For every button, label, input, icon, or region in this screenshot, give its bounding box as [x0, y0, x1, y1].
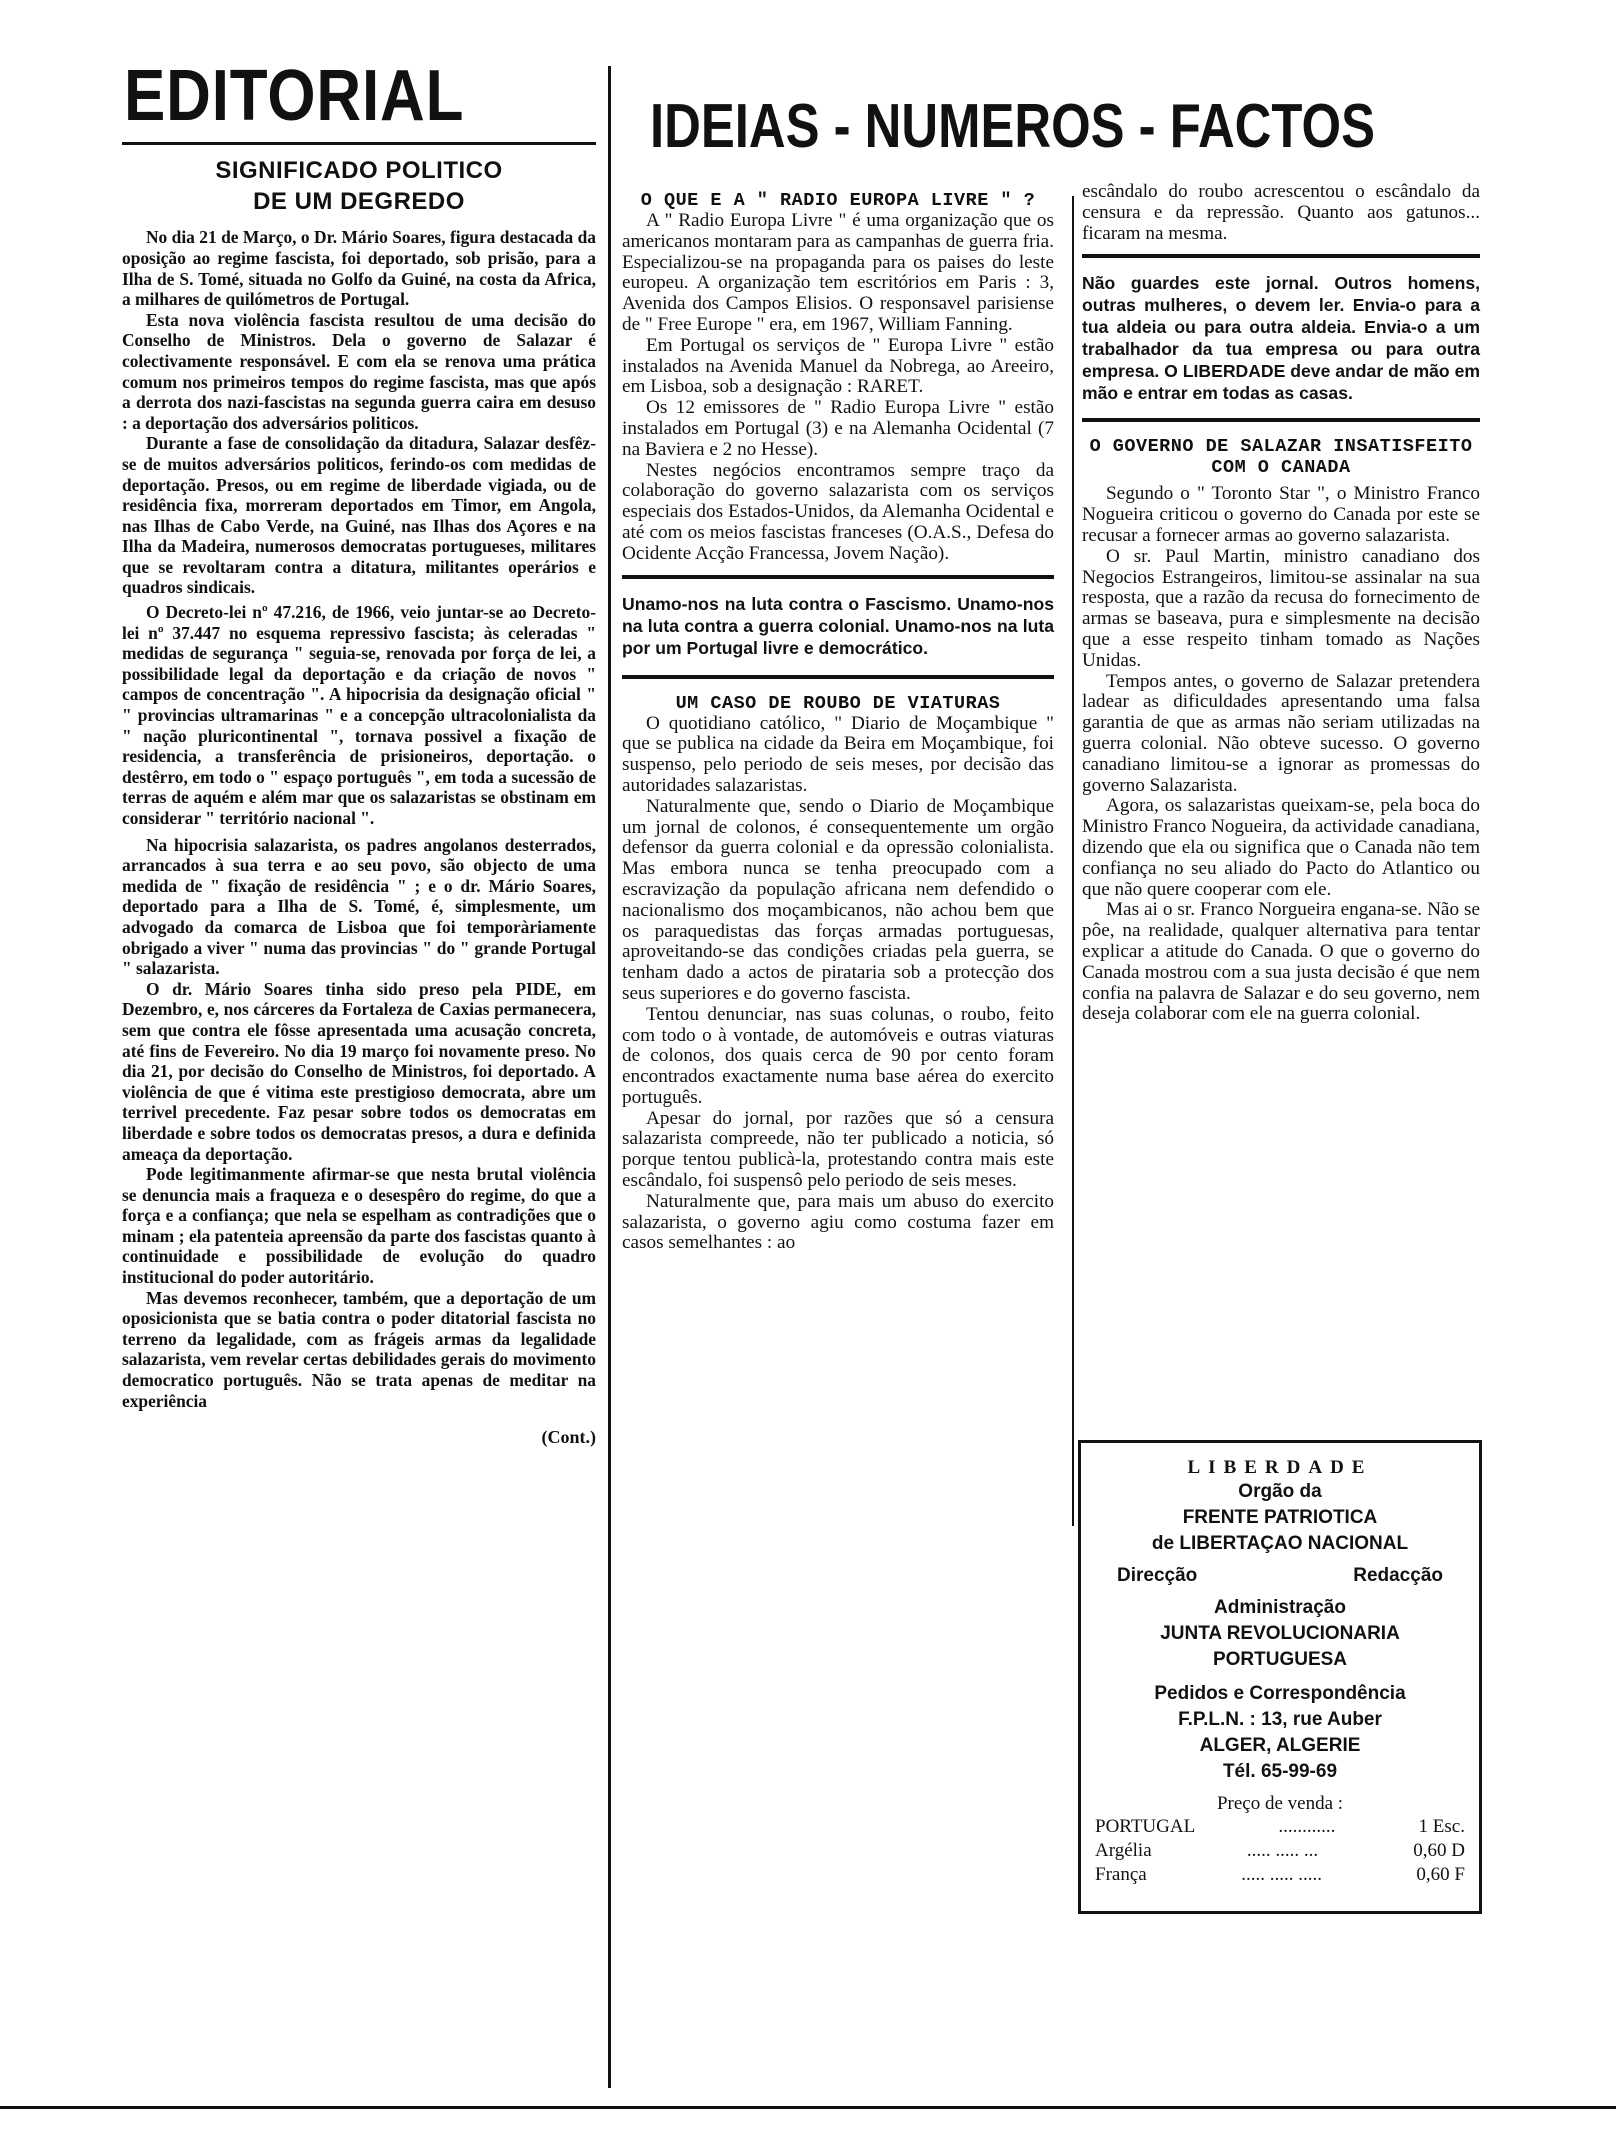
editorial-subtitle-line2: DE UM DEGREDO [253, 188, 465, 216]
price-value: 0,60 F [1416, 1864, 1465, 1885]
right-column [1082, 182, 1480, 1025]
roubo-paragraph: Apesar do jornal, por razões que só a censura salazarista compreede, não ter publicado a noticia, só porque tentou publicà-la, protestando contra mais este escândalo, foi suspensô pelo periodo de seis meses. [622, 1107, 1054, 1192]
editorial-paragraph: Durante a fase de consolidação da ditadura, Salazar desfêz-se de muitos adversários politicos, ferindo-os com medidas de deportação. Presos, ou em regime de liberdade vigiada, ou de residência fixa, morreram deportados em Timor, em Angola, nas Ilhas de Cabo Verde, na Guiné, nas Ilhas dos Açores e na Ilha da Madeira, numerosos democratas portugueses, militares que se revoltaram contra a ditatura, militantes operários e quadros sindicais. [122, 433, 596, 598]
editorial-paragraph: O Decreto-lei nº 47.216, de 1966, veio juntar-se ao Decreto-lei nº 37.447 no esquema repressivo fascista; às celeradas " medidas de segurança " seguia-se, renovada por força de lei, a possibilidade legal da deportação e da criação de novos " campos de concentração ". A hipocrisia da designação oficial " " provincias ultramarinas " e a concepção ultracolonialista da " nação pluricontinental ", tornava possivel a fixação de residencia, a transferência de prisioneiros, deportação. o destêrro, em todo o " espaço português ", em toda a sucessão de terras de aquém e além mar que os salazaristas se obstinam em considerar " território nacional ". [122, 602, 596, 828]
continued-label: (Cont.) [541, 1427, 596, 1448]
price-value: 1 Esc. [1418, 1816, 1465, 1837]
masthead-city: ALGER, ALGERIE [1199, 1735, 1361, 1756]
ideias-section-title: IDEIAS - NUMEROS - FACTOS [650, 92, 1375, 161]
governo-salazar-heading: O GOVERNO DE SALAZAR INSATISFEITO COM O CANADA [1089, 436, 1473, 479]
unamo-nos-notice: Unamo-nos na luta contra o Fascismo. Unamo-nos na luta contra a guerra colonial. Unamo-nos na luta por um Portugal livre e democrático. [622, 593, 1054, 658]
governo-paragraph: Agora, os salazaristas queixam-se, pela boca do Ministro Franco Nogueira, da actividade canadiana, dizendo que ela ou significa que o Canada não tem confiança no seu aliado do Pacto do Atlantico ou que não quere cooperar com ele. [1082, 795, 1480, 900]
price-value: 0,60 D [1413, 1840, 1465, 1861]
masthead-box [1078, 1440, 1482, 1914]
editorial-body [122, 227, 596, 1411]
masthead-address: F.P.L.N. : 13, rue Auber [1178, 1709, 1382, 1730]
masthead-libertacao: de LIBERTAÇAO NACIONAL [1151, 1533, 1409, 1554]
governo-paragraph: Segundo o " Toronto Star ", o Ministro Franco Nogueira criticou o governo do Canada por este se recusar a fornecer armas ao governo salazarista. [1082, 483, 1480, 546]
price-country: PORTUGAL [1095, 1816, 1196, 1837]
roubo-paragraph: Naturalmente que, para mais um abuso do exercito salazarista, o governo agiu como costuma fazer em casos semelhantes : ao [622, 1190, 1054, 1254]
roubo-viaturas-heading: UM CASO DE ROUBO DE VIATURAS [675, 692, 1001, 714]
masthead-administracao: Administração [1214, 1597, 1346, 1618]
editorial-paragraph: No dia 21 de Março, o Dr. Mário Soares, figura destacada da oposição ao regime fascista, foi deportado, sob prisão, para a Ilha de S. Tomé, situada no Golfo da Guiné, na costa da Africa, a milhares de quilómetros de Portugal. [122, 227, 596, 310]
editorial-title-rule [122, 142, 596, 145]
masthead-redaccao: Redacção [1353, 1565, 1443, 1586]
section-rule [622, 575, 1054, 579]
editorial-column [122, 56, 596, 1448]
masthead-junta-line2: PORTUGUESA [1212, 1649, 1348, 1670]
masthead-junta-line1: JUNTA REVOLUCIONARIA [1160, 1623, 1400, 1644]
nao-guardes-notice: Não guardes este jornal. Outros homens, outras mulheres, o devem ler. Envia-o para a tua aldeia ou para outra aldeia. Envia-o a um trabalhador da tua empresa ou para outra empresa. O LIBERDADE deve andar de mão em mão e entrar em todas as casas. [1082, 273, 1480, 404]
governo-salazar-body [1082, 484, 1480, 1025]
radio-europa-heading: O QUE E A " RADIO EUROPA LIVRE " ? [640, 190, 1036, 211]
price-row [1095, 1839, 1465, 1863]
radio-paragraph: A " Radio Europa Livre " é uma organização que os americanos montaram para as campanhas de guerra fria. Especializou-se na propaganda para os paises do leste europeu. A organização tem escritórios em Paris : 3, Avenida dos Campos Elisios. O responsavel parisiense de " Free Europe " era, em 1967, William Fanning. [622, 210, 1054, 335]
masthead-direccao: Direcção [1117, 1565, 1198, 1586]
masthead-frente: FRENTE PATRIOTICA [1182, 1507, 1378, 1528]
price-country: França [1095, 1864, 1147, 1885]
editorial-paragraph: Mas devemos reconhecer, também, que a deportação de um oposicionista que se batia contra o poder ditatorial fascista no terreno da legalidade, com as frágeis armas da legalidade salazarista, vem revelar certas debilidades gerais do movimento democratico português. Não se trata apenas de meditar na experiência [122, 1287, 596, 1411]
column-divider [608, 66, 611, 2088]
radio-paragraph: Os 12 emissores de " Radio Europa Livre " estão instalados em Portugal (3) e na Alemanha Ocidental (7 na Baviera e 2 no Hesse). [622, 397, 1054, 460]
roubo-paragraph: Tentou denunciar, nas suas colunas, o roubo, feito com todo o à vontade, de automóveis e outras viaturas de colonos, dos quais cerca de 90 por cento foram encontrados exactamente numa base aérea do exercito português. [622, 1003, 1054, 1108]
roubo-paragraph: Naturalmente que, sendo o Diario de Moçambique um jornal de colonos, é consequentemente um orgão defensor da guerra colonial e da opressão colonialista. Mas embora nunca se tenha preocupado com a escravização da população africana nem defendido o nacionalismo dos moçambicanos, não achou bem que os paraquedistas das forças armadas portuguesas, aproveitando-se das condições criadas pela guerra, se tenham dado a actos de pirataria sob a protecção dos seus superiores e do governo fascista. [622, 795, 1054, 1004]
price-dots: ..... ..... ..... [1241, 1864, 1322, 1885]
governo-paragraph: Tempos antes, o governo de Salazar pretendera ladear as dificuldades apresentando uma falsa garantia de que as armas não seriam utilizadas na guerra colonial. Não obteve sucesso. O governo canadiano limitou-se a ignorar as promessas do governo Salazarista. [1082, 670, 1480, 796]
roubo-continuation: escândalo do roubo acrescentou o escândalo da censura e da repressão. Quanto aos gatunos... ficaram na mesma. [1082, 181, 1480, 244]
editorial-subtitle-line1: SIGNIFICADO POLITICO [215, 157, 503, 184]
editorial-paragraph: O dr. Mário Soares tinha sido preso pela PIDE, em Dezembro, e, nos cárceres da Fortaleza de Caxias permanecera, sem que contra ele fôsse apresentada uma acusação concreta, até fins de Fevereiro. No dia 19 março foi novamente preso. No dia 21, por decisão do Conselho de Ministros, foi deportado. A violência de que é vitima este prestigioso democrata, abre um terrivel precedente. Faz pesar sobre todos os democratas em liberdade e sobre todos os democratas presos, a dura e definida ameaça da deportação. [122, 978, 596, 1164]
radio-paragraph: Em Portugal os serviços de " Europa Livre " estão instalados na Avenida Manuel da Nobrega, ao Areeiro, em Lisboa, sob a designação : RARET. [622, 334, 1054, 398]
section-rule [622, 675, 1054, 679]
governo-paragraph: O sr. Paul Martin, ministro canadiano dos Negocios Estrangeiros, limitou-se assinalar na sua resposta, que a razão da recusa do fornecimento de armas se baseava, pura e simplesmente na decisão que a esse respeito tinham tomado as Nações Unidas. [1082, 545, 1480, 671]
masthead-pedidos: Pedidos e Correspondência [1154, 1683, 1406, 1704]
masthead-orgao: Orgão da [1238, 1481, 1322, 1502]
price-row [1095, 1815, 1465, 1839]
section-rule [1082, 254, 1480, 258]
governo-paragraph: Mas ai o sr. Franco Norgueira engana-se. Não se pôe, na realidade, qualquer alternativa para tentar explicar a atitude do Canada. O que o governo do Canada mostrou com a sua justa decisão é que nem confia na palavra de Salazar e do seu governo, nem deseja colaborar com ele na guerra colonial. [1082, 899, 1480, 1025]
editorial-paragraph: Na hipocrisia salazarista, os padres angolanos desterrados, arrancados à sua terra e ao seu povo, são objecto de uma medida de " fixação de residência " ; e o dr. Mário Soares, deportado para a Ilha de S. Tomé, é, simplesmente, um advogado da comarca de Lisboa que foi temporàriamente obrigado a viver " numa das provincias " do " grande Portugal " salazarista. [122, 834, 596, 979]
section-rule [1082, 418, 1480, 422]
roubo-paragraph: O quotidiano católico, " Diario de Moçambique " que se publica na cidade da Beira em Moçambique, foi suspenso, pelo periodo de seis meses, por decisão das autoridades salazaristas. [622, 712, 1054, 796]
masthead-direccao-row [1095, 1565, 1465, 1587]
radio-paragraph: Nestes negócios encontramos sempre traço da colaboração do governo salazarista com os serviços especiais dos Estados-Unidos, da Alemanha Ocidental e até com os meios fascistas franceses (O.A.S., Defesa do Ocidente Acção Francessa, Jovem Nação). [622, 459, 1054, 564]
roubo-viaturas-body [622, 714, 1054, 1255]
editorial-title: EDITORIAL [124, 56, 465, 136]
editorial-paragraph: Pode legitimanmente afirmar-se que nesta brutal violência se denuncia mais a fraqueza e o desespêro do regime, do que a força e a confiança; que nela se espelham as contradições que o minam ; ela patenteia apreensão da parte dos fascistas quanto à continuidade e possibilidade de evolução do quadro institucional do poder autoritário. [122, 1164, 596, 1288]
price-title: Preço de venda : [1216, 1793, 1344, 1814]
column-divider [1072, 196, 1074, 1526]
price-dots: ............ [1278, 1816, 1336, 1837]
page-bottom-rule [0, 2106, 1616, 2109]
editorial-paragraph: Esta nova violência fascista resultou de uma decisão do Conselho de Ministros. Dela o governo de Salazar é colectivamente responsável. E com ela se renova uma prática comum nos primeiros tempos do regime fascista, mas que após a derrota dos nazi-fascistas na segunda guerra caira em desuso : a deportação dos adversários politicos. [122, 309, 596, 433]
radio-europa-body [622, 211, 1054, 565]
masthead-name: LIBERDADE [1187, 1457, 1373, 1478]
price-country: Argélia [1095, 1840, 1152, 1861]
middle-column [622, 190, 1054, 1254]
masthead-tel: Tél. 65-99-69 [1222, 1761, 1338, 1782]
price-dots: ..... ..... ... [1246, 1840, 1319, 1861]
price-row [1095, 1863, 1465, 1887]
